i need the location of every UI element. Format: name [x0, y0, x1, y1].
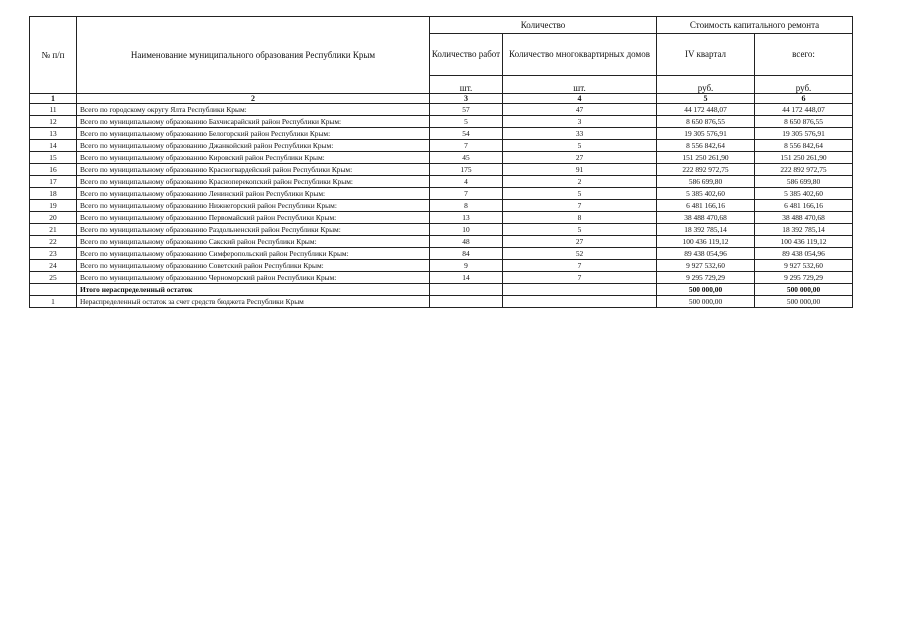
row-houses: 5 — [503, 188, 657, 200]
row-name: Всего по муниципальному образованию Кировский район Республики Крым: — [77, 152, 430, 164]
row-works: 54 — [430, 128, 503, 140]
row-quarter: 89 438 054,96 — [657, 248, 755, 260]
final-row-quarter: 500 000,00 — [657, 296, 755, 308]
table-body — [30, 104, 853, 308]
row-number: 25 — [30, 272, 77, 284]
header-works: Количество работ — [430, 34, 503, 76]
row-quarter: 5 385 402,60 — [657, 188, 755, 200]
table-row — [30, 128, 853, 140]
table-row — [30, 116, 853, 128]
unit-houses: шт. — [503, 76, 657, 94]
row-total: 9 295 729,29 — [755, 272, 853, 284]
column-number-row — [30, 94, 853, 104]
row-number: 24 — [30, 260, 77, 272]
row-number: 17 — [30, 176, 77, 188]
row-name: Всего по муниципальному образованию Ленинский район Республики Крым: — [77, 188, 430, 200]
table-row — [30, 176, 853, 188]
row-total: 89 438 054,96 — [755, 248, 853, 260]
column-number: 4 — [503, 94, 657, 104]
column-number: 1 — [30, 94, 77, 104]
row-works: 84 — [430, 248, 503, 260]
row-total: 38 488 470,68 — [755, 212, 853, 224]
summary-quarter: 500 000,00 — [657, 284, 755, 296]
table-row — [30, 236, 853, 248]
table-row — [30, 164, 853, 176]
row-works: 48 — [430, 236, 503, 248]
final-row — [30, 296, 853, 308]
row-name: Всего по муниципальному образованию Сакский район Республики Крым: — [77, 236, 430, 248]
row-houses: 91 — [503, 164, 657, 176]
row-total: 5 385 402,60 — [755, 188, 853, 200]
row-total: 18 392 785,14 — [755, 224, 853, 236]
row-number: 13 — [30, 128, 77, 140]
row-name: Всего по муниципальному образованию Красногвардейский район Республики Крым: — [77, 164, 430, 176]
row-total: 8 650 876,55 — [755, 116, 853, 128]
row-quarter: 586 699,80 — [657, 176, 755, 188]
row-houses: 33 — [503, 128, 657, 140]
summary-empty-cell — [503, 284, 657, 296]
row-total: 8 556 842,64 — [755, 140, 853, 152]
row-works: 14 — [430, 272, 503, 284]
row-houses: 7 — [503, 260, 657, 272]
row-number: 18 — [30, 188, 77, 200]
row-number: 20 — [30, 212, 77, 224]
table-row — [30, 272, 853, 284]
table-row — [30, 188, 853, 200]
row-number: 21 — [30, 224, 77, 236]
row-name: Всего по муниципальному образованию Раздольненский район Республики Крым: — [77, 224, 430, 236]
column-number: 5 — [657, 94, 755, 104]
header-name: Наименование муниципального образования Республики Крым — [77, 17, 430, 94]
row-houses: 52 — [503, 248, 657, 260]
unit-total: руб. — [755, 76, 853, 94]
final-row-empty-cell — [430, 296, 503, 308]
summary-total: 500 000,00 — [755, 284, 853, 296]
summary-row — [30, 284, 853, 296]
header-cost-group: Стоимость капитального ремонта — [657, 17, 853, 34]
row-houses: 5 — [503, 224, 657, 236]
row-total: 222 892 972,75 — [755, 164, 853, 176]
row-name: Всего по муниципальному образованию Джанкойский район Республики Крым: — [77, 140, 430, 152]
row-works: 7 — [430, 188, 503, 200]
header-num: № п/п — [30, 17, 77, 94]
row-works: 45 — [430, 152, 503, 164]
row-quarter: 6 481 166,16 — [657, 200, 755, 212]
row-name: Всего по городскому округу Ялта Республики Крым: — [77, 104, 430, 116]
summary-empty-cell — [30, 284, 77, 296]
row-number: 19 — [30, 200, 77, 212]
header-houses: Количество многоквартирных домов — [503, 34, 657, 76]
column-number: 6 — [755, 94, 853, 104]
row-quarter: 9 295 729,29 — [657, 272, 755, 284]
table-row — [30, 248, 853, 260]
header-total: всего: — [755, 34, 853, 76]
summary-empty-cell — [430, 284, 503, 296]
row-total: 44 172 448,07 — [755, 104, 853, 116]
row-works: 175 — [430, 164, 503, 176]
unit-works: шт. — [430, 76, 503, 94]
row-houses: 27 — [503, 152, 657, 164]
row-total: 9 927 532,60 — [755, 260, 853, 272]
column-number: 3 — [430, 94, 503, 104]
row-quarter: 100 436 119,12 — [657, 236, 755, 248]
row-quarter: 44 172 448,07 — [657, 104, 755, 116]
row-works: 9 — [430, 260, 503, 272]
row-works: 13 — [430, 212, 503, 224]
row-works: 57 — [430, 104, 503, 116]
row-works: 7 — [430, 140, 503, 152]
row-total: 6 481 166,16 — [755, 200, 853, 212]
table-row — [30, 104, 853, 116]
row-quarter: 8 650 876,55 — [657, 116, 755, 128]
row-quarter: 9 927 532,60 — [657, 260, 755, 272]
final-row-empty-cell — [503, 296, 657, 308]
row-houses: 8 — [503, 212, 657, 224]
row-total: 151 250 261,90 — [755, 152, 853, 164]
row-name: Всего по муниципальному образованию Белогорский район Республики Крым: — [77, 128, 430, 140]
row-quarter: 151 250 261,90 — [657, 152, 755, 164]
row-name: Всего по муниципальному образованию Бахчисарайский район Республики Крым: — [77, 116, 430, 128]
row-name: Всего по муниципальному образованию Симферопольский район Республики Крым: — [77, 248, 430, 260]
row-houses: 7 — [503, 272, 657, 284]
row-total: 100 436 119,12 — [755, 236, 853, 248]
row-total: 586 699,80 — [755, 176, 853, 188]
row-total: 19 305 576,91 — [755, 128, 853, 140]
table-row — [30, 200, 853, 212]
row-houses: 2 — [503, 176, 657, 188]
row-number: 11 — [30, 104, 77, 116]
header-quantity-group: Количество — [430, 17, 657, 34]
unit-quarter: руб. — [657, 76, 755, 94]
row-number: 14 — [30, 140, 77, 152]
column-number: 2 — [77, 94, 430, 104]
row-houses: 5 — [503, 140, 657, 152]
row-name: Всего по муниципальному образованию Нижнегорский район Республики Крым: — [77, 200, 430, 212]
summary-label: Итого нераспределенный остаток — [77, 284, 430, 296]
row-works: 4 — [430, 176, 503, 188]
row-number: 23 — [30, 248, 77, 260]
capital-repair-table-sheet — [29, 16, 852, 308]
row-quarter: 18 392 785,14 — [657, 224, 755, 236]
row-works: 8 — [430, 200, 503, 212]
row-name: Всего по муниципальному образованию Первомайский район Республики Крым: — [77, 212, 430, 224]
final-row-number: 1 — [30, 296, 77, 308]
row-quarter: 38 488 470,68 — [657, 212, 755, 224]
row-name: Всего по муниципальному образованию Советский район Республики Крым: — [77, 260, 430, 272]
row-houses: 3 — [503, 116, 657, 128]
row-number: 22 — [30, 236, 77, 248]
header-quarter: IV квартал — [657, 34, 755, 76]
table-header — [30, 17, 853, 104]
row-quarter: 222 892 972,75 — [657, 164, 755, 176]
row-number: 16 — [30, 164, 77, 176]
capital-repair-table — [29, 16, 853, 308]
final-row-name: Нераспределенный остаток за счет средств бюджета Республики Крым — [77, 296, 430, 308]
table-row — [30, 212, 853, 224]
row-number: 15 — [30, 152, 77, 164]
row-number: 12 — [30, 116, 77, 128]
row-houses: 47 — [503, 104, 657, 116]
row-quarter: 8 556 842,64 — [657, 140, 755, 152]
row-works: 10 — [430, 224, 503, 236]
row-quarter: 19 305 576,91 — [657, 128, 755, 140]
final-row-total: 500 000,00 — [755, 296, 853, 308]
table-row — [30, 140, 853, 152]
table-row — [30, 260, 853, 272]
row-name: Всего по муниципальному образованию Красноперекопский район Республики Крым: — [77, 176, 430, 188]
table-row — [30, 152, 853, 164]
row-houses: 7 — [503, 200, 657, 212]
row-name: Всего по муниципальному образованию Черноморский район Республики Крым: — [77, 272, 430, 284]
table-row — [30, 224, 853, 236]
row-works: 5 — [430, 116, 503, 128]
row-houses: 27 — [503, 236, 657, 248]
